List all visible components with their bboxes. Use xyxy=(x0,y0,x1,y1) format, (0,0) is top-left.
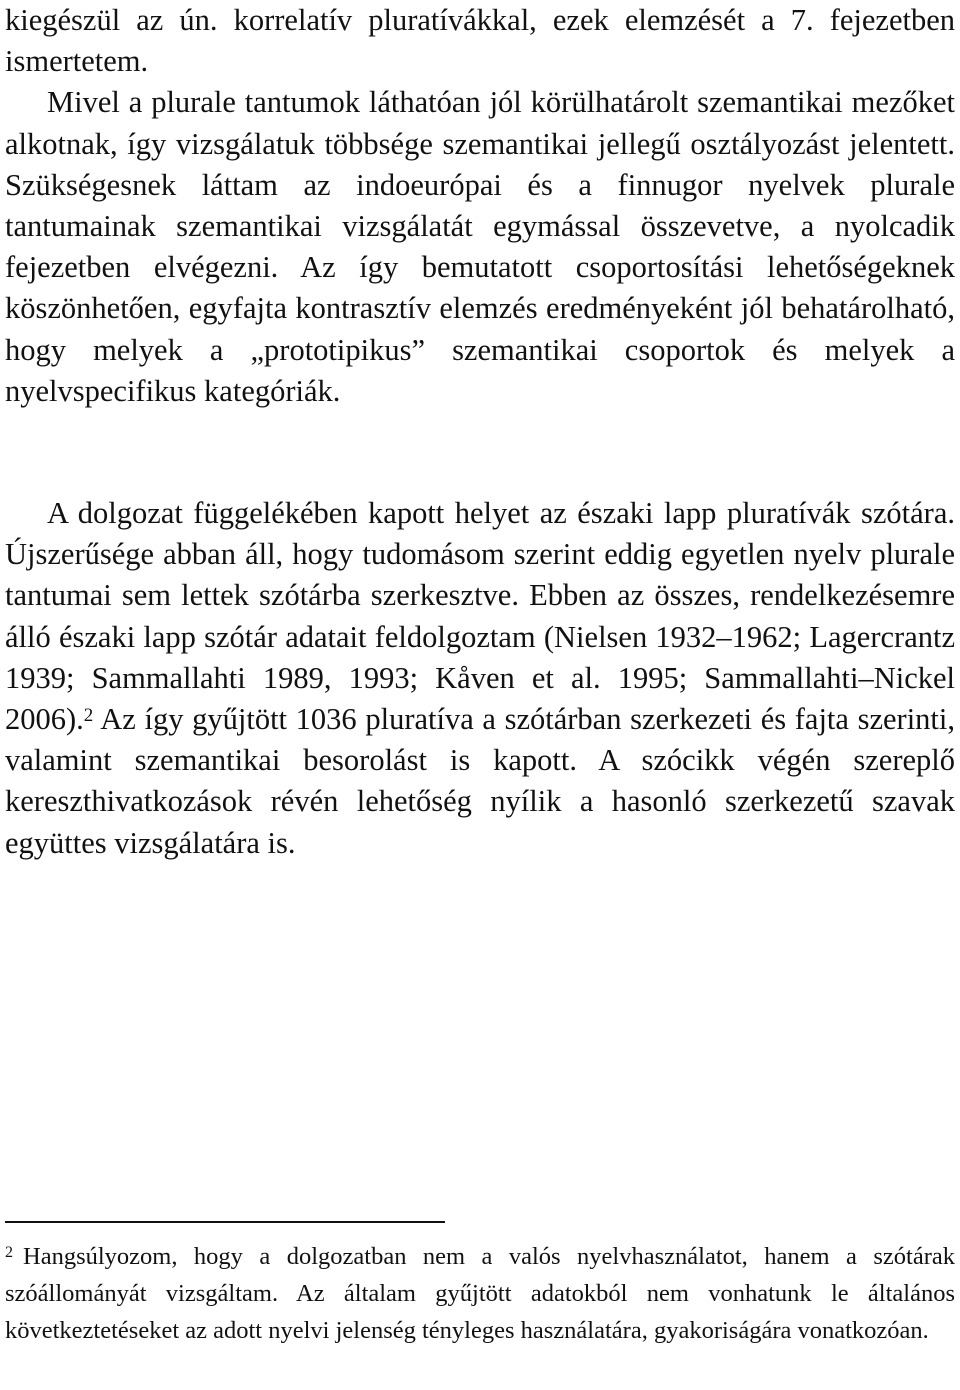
paragraph-1-text: Mivel a plurale tantumok láthatóan jól körülhatárolt szemantikai mezőket alkotnak, így vizsgálatuk többsége szemantikai jellegű osztályozást jelentett. Szükségesnek láttam az indoeurópai és a finnugor nyelvek plurale tantumainak szemantikai vizsgálatát egymással összevetve, a nyolcadik fejezetben elvégezni. Az így bemutatott csoportosítási lehetőségeknek köszönhetően, egyfajta kontrasztív elemzés eredményeként jól behatárolható, hogy melyek a „prototipikus” szemantikai csoportok és melyek a nyelvspecifikus kategóriák. xyxy=(5,85,955,408)
paragraph-2 xyxy=(5,493,955,864)
paragraph-1 xyxy=(5,0,955,412)
footnote xyxy=(5,1238,955,1349)
footnote-number: 2 xyxy=(5,1244,13,1261)
paragraph-2-text-before-note: A dolgozat függelékében kapott helyet az északi lapp pluratívák szótára. Újszerűsége abban áll, hogy tudomásom szerint eddig egyetlen nyelv plurale tantumai sem lettek szótárba szerkesztve. Ebben az összes, rendelkezésemre álló északi lapp szótár adatait feldolgoztam (Nielsen 1932–1962; Lagercrantz 1939; Sammallahti 1989, 1993; Kåven et al. 1995; Sammallahti–Nickel 2006). xyxy=(5,496,955,737)
footnote-reference[interactable]: 2 xyxy=(83,705,94,727)
footnote-separator xyxy=(5,1221,445,1223)
paragraph-1-lead-in: kiegészül az ún. korrelatív pluratívákkal, ezek elemzését a 7. fejezetben ismertetem. xyxy=(5,3,955,79)
paragraph-2-main xyxy=(5,493,955,864)
paragraph-1-main xyxy=(5,82,955,412)
footnote-text: Hangsúlyozom, hogy a dolgozatban nem a valós nyelvhasználatot, hanem a szótárak szóállományát vizsgáltam. Az általam gyűjtött adatokból nem vonhatunk le általános következtetéseket az adott nyelvi jelenség tényleges használatára, gyakoriságára vonatkozóan. xyxy=(5,1243,955,1344)
paragraph-2-text-after-note: Az így gyűjtött 1036 pluratíva a szótárban szerkezeti és fajta szerinti, valamint szemantikai besorolást is kapott. A szócikk végén szereplő kereszthivatkozások révén lehetőség nyílik a hasonló szerkezetű szavak együttes vizsgálatára is. xyxy=(5,702,955,860)
